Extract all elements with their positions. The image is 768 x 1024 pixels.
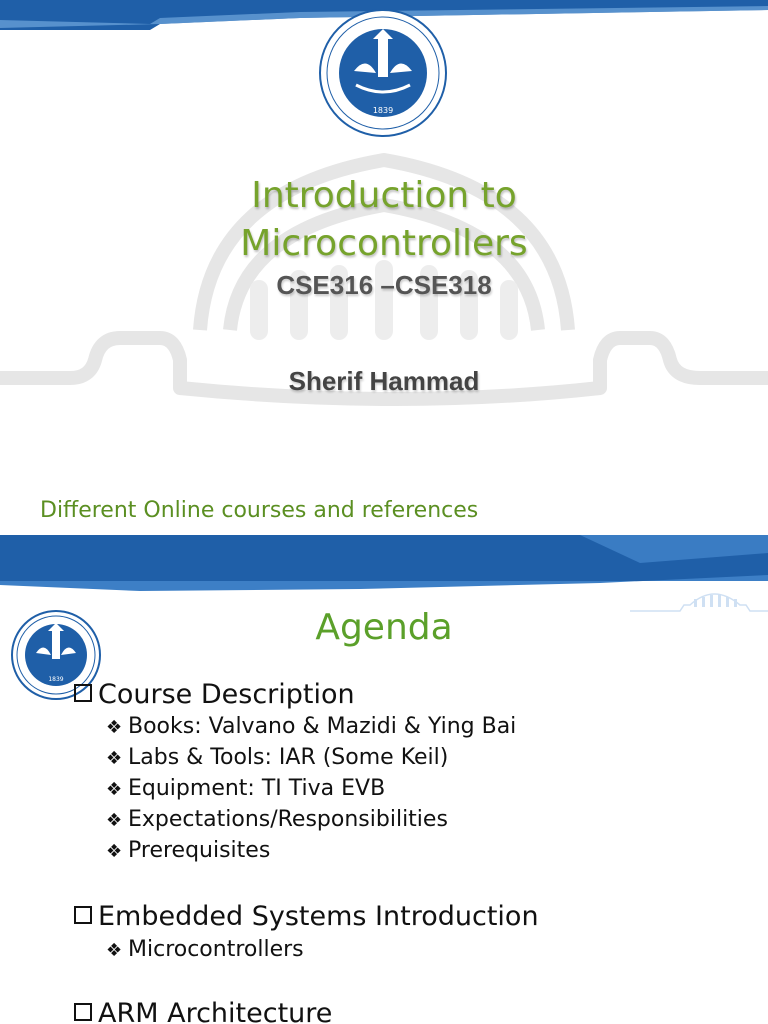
- checkbox-square-icon: [74, 684, 92, 702]
- list-item: ❖ Equipment: TI Tiva EVB: [106, 776, 386, 801]
- list-item: ❖ Labs & Tools: IAR (Some Keil): [106, 745, 449, 770]
- section-label: ARM Architecture: [98, 998, 333, 1024]
- section-embedded-systems: [74, 901, 539, 932]
- svg-text:1839: 1839: [372, 106, 394, 115]
- section-arm-architecture: [74, 998, 332, 1024]
- checkbox-square-icon: [74, 1003, 92, 1021]
- svg-text:1839: 1839: [48, 676, 64, 683]
- slide-caption: Different Online courses and references: [40, 498, 479, 523]
- section-label: Embedded Systems Introduction: [98, 901, 539, 932]
- diamond-bullet-icon: ❖: [106, 841, 123, 862]
- author-name: Sherif Hammad: [288, 366, 480, 396]
- list-item: ❖ Prerequisites: [106, 838, 271, 863]
- slide-title-line-1: Introduction to: [251, 175, 517, 216]
- list-item: ❖ Microcontrollers: [106, 937, 304, 962]
- agenda-slide: [0, 535, 768, 1024]
- list-item: ❖ Books: Valvano & Mazidi & Ying Bai: [106, 714, 517, 739]
- diamond-bullet-icon: ❖: [106, 717, 123, 738]
- list-item: ❖ Expectations/Responsibilities: [106, 807, 448, 832]
- slide-title-line-2: Microcontrollers: [240, 223, 528, 264]
- checkbox-square-icon: [74, 906, 92, 924]
- university-seal-icon: [318, 3, 448, 143]
- diamond-bullet-icon: ❖: [106, 940, 123, 961]
- diamond-bullet-icon: ❖: [106, 779, 123, 800]
- section-course-description: [74, 679, 355, 710]
- agenda-title: Agenda: [315, 607, 453, 648]
- diamond-bullet-icon: ❖: [106, 810, 123, 831]
- diamond-bullet-icon: ❖: [106, 748, 123, 769]
- section-label: Course Description: [98, 679, 355, 710]
- course-codes: CSE316 –CSE318: [276, 270, 492, 300]
